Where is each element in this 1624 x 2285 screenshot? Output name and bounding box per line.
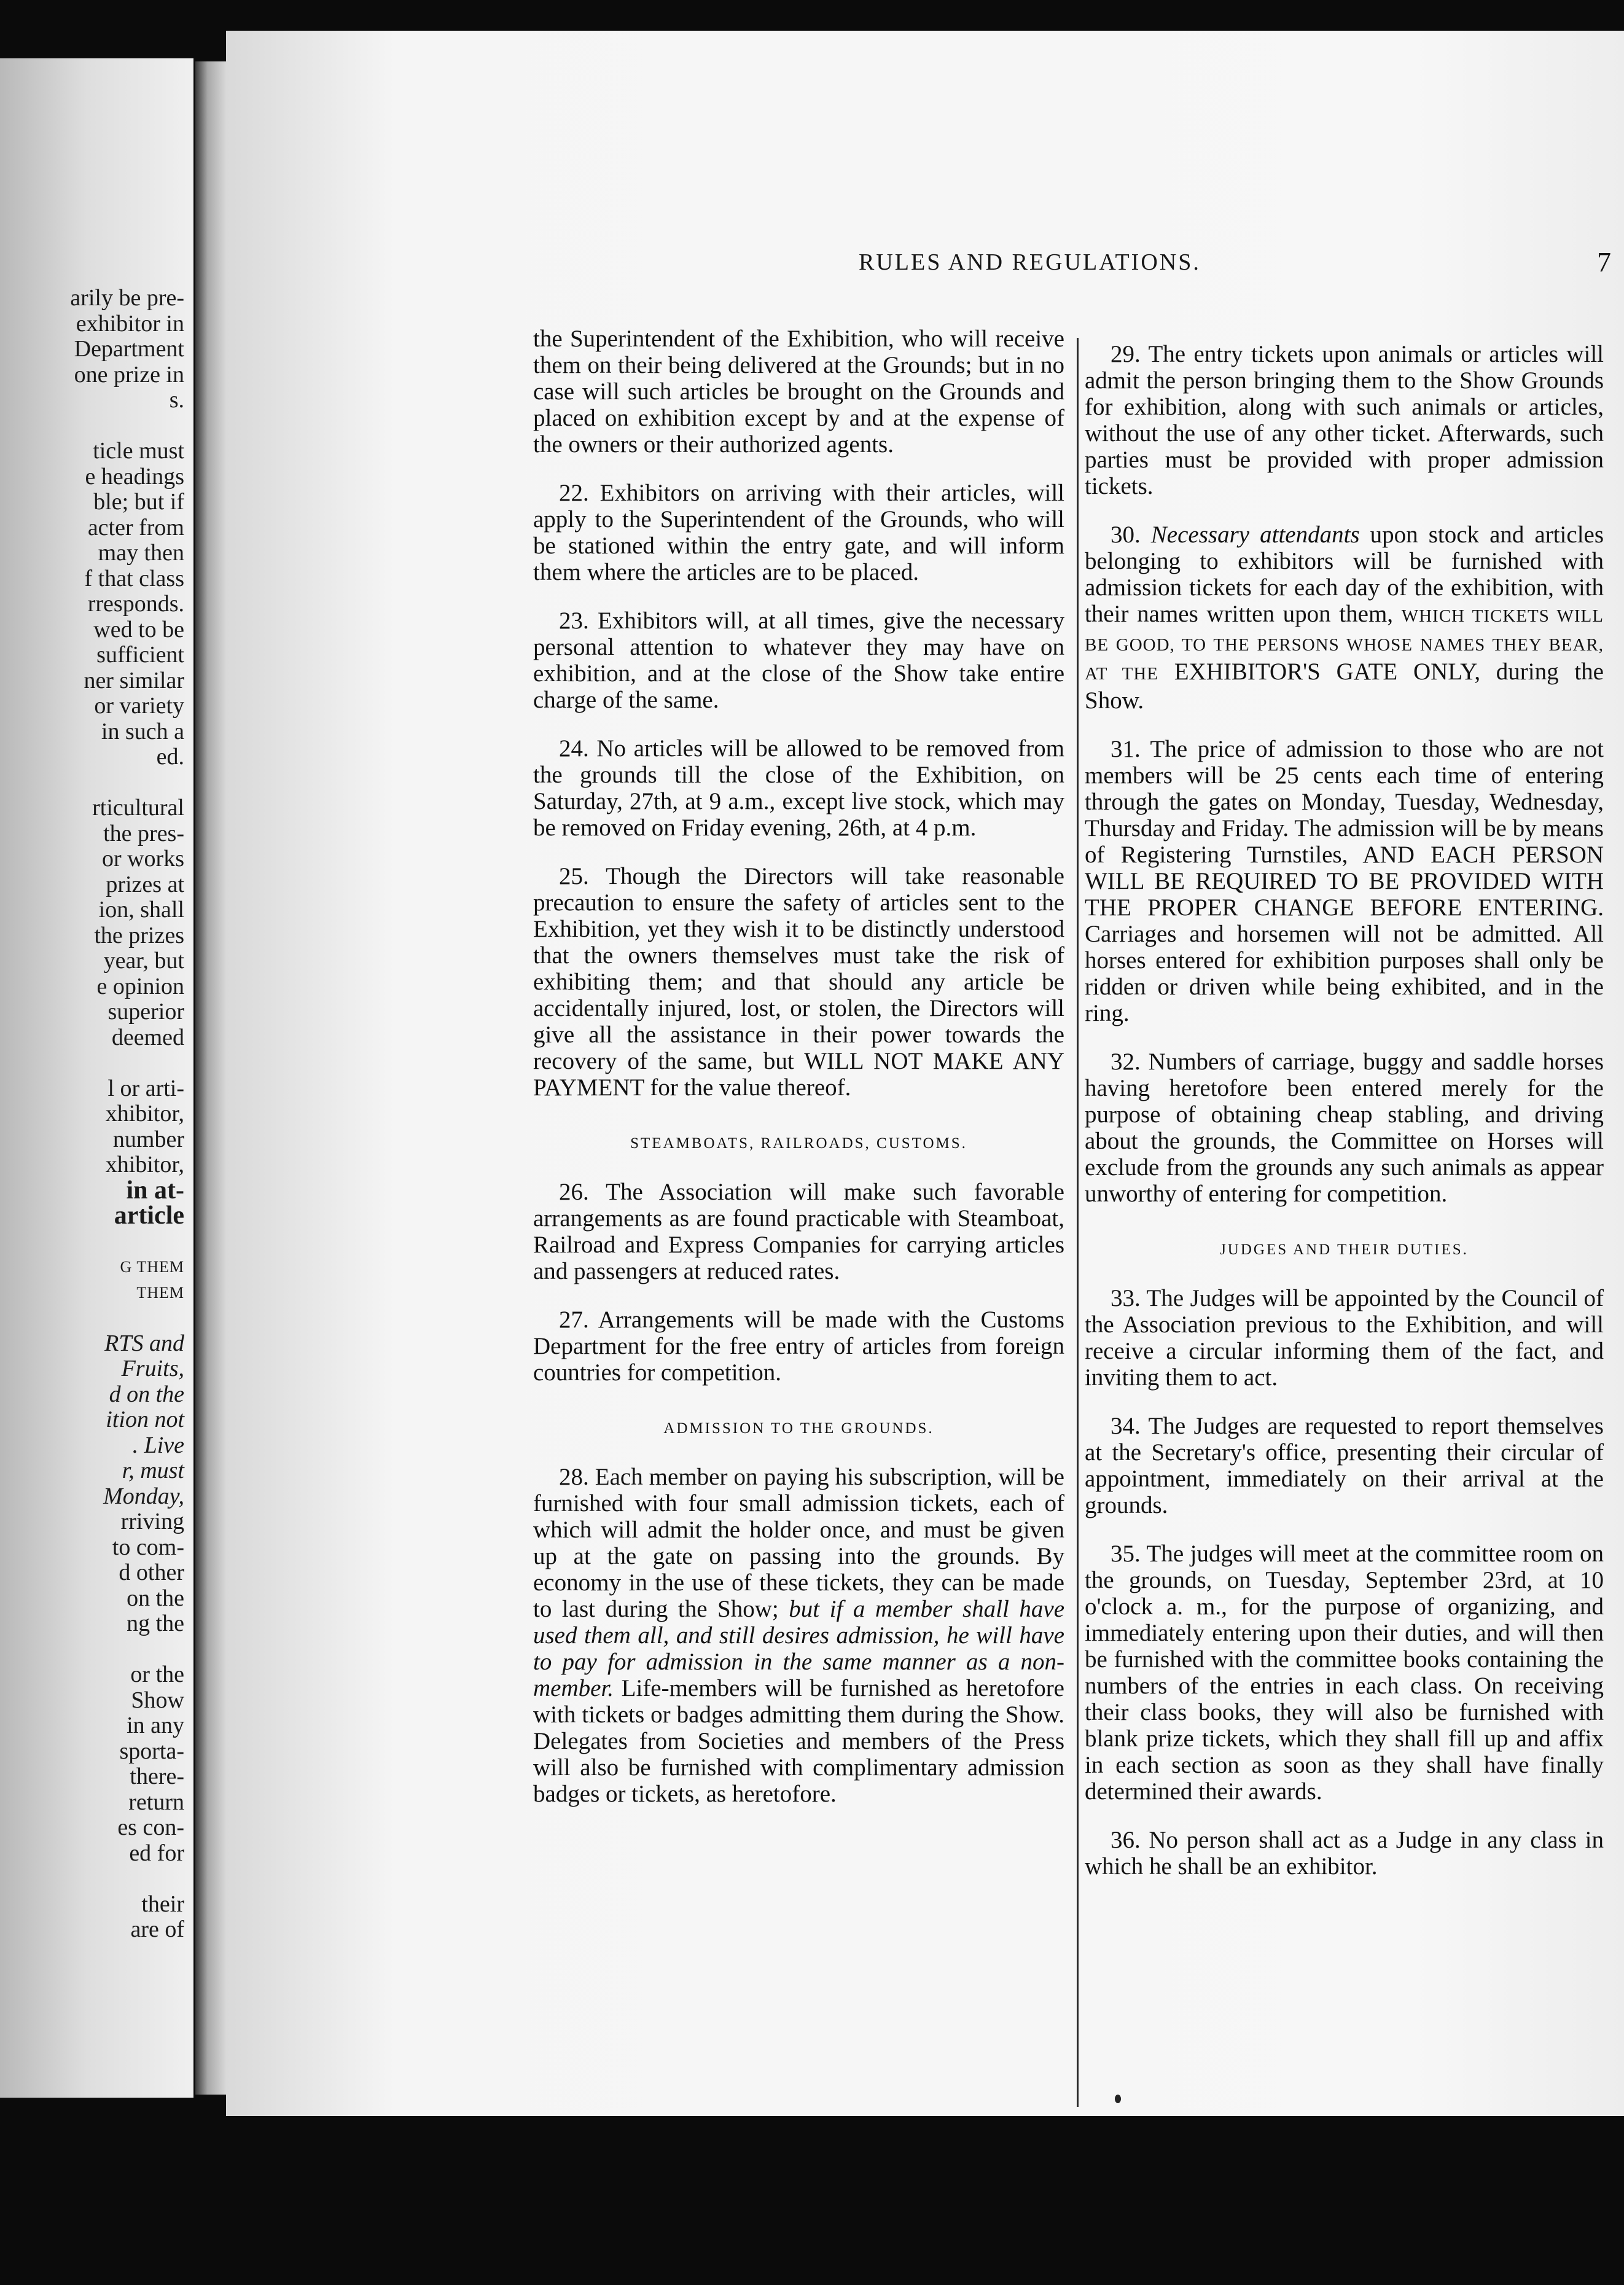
ink-speck xyxy=(1115,2095,1121,2103)
fragment-line: rresponds. xyxy=(87,591,184,617)
fragment-line: rriving xyxy=(120,1509,184,1534)
fragment-line: d other xyxy=(119,1560,184,1585)
paragraph-29: 29. The entry tickets upon animals or articles will admit the person bringing them to the Show Grounds for exhibition, along with such animals or articles, without the use of any other ticket. Afterwards, such parties must be provided with proper admission tickets. xyxy=(1085,341,1604,499)
fragment-line: ed for xyxy=(129,1840,184,1866)
fragment-line: to com- xyxy=(112,1534,184,1560)
fragment-line: Monday, xyxy=(103,1483,184,1509)
paragraph-28-part-c: Life-members will be furnished as heretofore with tickets or badges admitting them during the Show. Delegates from Societies and members of the Press will also be furnished with complimentary admission badges or tickets, as heretofore. xyxy=(533,1675,1064,1807)
paragraph-30-number: 30. xyxy=(1111,521,1141,548)
paragraph-35: 35. The judges will meet at the committee room on the grounds, on Tuesday, September 23rd, at 10 o'clock a. m., for the purpose of organizing, and immediately entering upon their duties, and will then be furnished with the committee books containing the numbers of the entries in each class. On receiving their class books, they will also be furnished with blank prize tickets, which they shall fill up and affix in each section as soon as they shall have finally determined their awards. xyxy=(1085,1541,1604,1805)
fragment-line: f that class xyxy=(84,565,184,592)
fragment-line: in any xyxy=(127,1713,184,1738)
fragment-line: ner similar xyxy=(84,667,184,693)
page-number: 7 xyxy=(1597,246,1611,278)
fragment-line: G THEM xyxy=(120,1258,184,1276)
paragraph-23: 23. Exhibitors will, at all times, give the necessary personal attention to whatever they may have on exhibition, and at the close of the Show take entire charge of the same. xyxy=(533,607,1064,713)
left-column xyxy=(533,326,1064,1829)
fragment-line: rticultural xyxy=(92,795,184,821)
column-rule xyxy=(1077,338,1079,2107)
paragraph-28-italic: but if a member shall have used them all, and still desires admission, he will have to pay for admission in the same manner as a non-member. xyxy=(533,1596,1064,1701)
fragment-line: xhibitor, xyxy=(105,1152,184,1178)
fragment-line: ticle must xyxy=(93,438,184,464)
book-gutter xyxy=(195,61,226,2095)
fragment-line: xhibitor, xyxy=(105,1101,184,1127)
fragment-line: ed. xyxy=(156,744,184,770)
paragraph-34: 34. The Judges are requested to report themselves at the Secretary's office, presenting their circular of appointment, immediately on their arrival at the grounds. xyxy=(1085,1413,1604,1518)
fragment-line: ition not xyxy=(106,1407,184,1432)
fragment-line: there- xyxy=(130,1764,184,1789)
fragment-line: ng the xyxy=(127,1611,184,1636)
fragment-line: in such a xyxy=(101,718,184,744)
paragraph-27: 27. Arrangements will be made with the Customs Department for the free entry of articles from foreign countries for competition. xyxy=(533,1307,1064,1386)
fragment-line: article xyxy=(114,1201,184,1230)
fragment-line: . Live xyxy=(132,1432,184,1458)
left-page-fragment xyxy=(0,58,193,2098)
paragraph-21-continued: the Superintendent of the Exhibition, who will receive them on their being delivered at the Grounds; but in no case will such articles be brought on the Grounds and placed on exhibition except by and at the expense of the owners or their authorized agents. xyxy=(533,326,1064,458)
fragment-line: Show xyxy=(131,1687,184,1713)
paragraph-31: 31. The price of admission to those who are not members will be 25 cents each time of entering through the gates on Monday, Tuesday, Wednesday, Thursday and Friday. The admission will be by means of Registering Turnstiles, AND EACH PERSON WILL BE REQUIRED TO BE PROVIDED WITH THE PROPER CHANGE BEFORE ENTERING. Carriages and horsemen will not be admitted. All horses entered for exhibition purposes shall only be ridden or driven while being exhibited, and in the ring. xyxy=(1085,736,1604,1026)
fragment-line: the prizes xyxy=(94,922,184,948)
fragment-line: sporta- xyxy=(119,1738,184,1764)
paragraph-30-italic: Necessary attendants xyxy=(1150,521,1360,548)
fragment-line: exhibitor in xyxy=(76,310,184,337)
fragment-line: es con- xyxy=(117,1814,184,1840)
fragment-line: prizes at xyxy=(106,871,184,897)
left-page-text-fragments xyxy=(0,286,184,1943)
fragment-line: the pres- xyxy=(103,820,184,846)
fragment-line: or the xyxy=(130,1662,184,1687)
fragment-line: THEM xyxy=(136,1283,184,1302)
fragment-line: wed to be xyxy=(93,616,184,643)
fragment-line: l or arti- xyxy=(107,1075,184,1101)
fragment-line: r, must xyxy=(122,1458,184,1483)
paragraph-30-end: EXHIBITOR'S GATE ONLY, during the Show. xyxy=(1085,658,1604,714)
fragment-line: ion, shall xyxy=(98,897,184,923)
fragment-line: superior xyxy=(107,999,184,1025)
paragraph-32: 32. Numbers of carriage, buggy and saddle horses having heretofore been entered merely for the purpose of obtaining cheap stabling, and driving about the grounds, the Committee on Horses will exclude from the grounds any such animals as appear unworthy of entering for competition. xyxy=(1085,1049,1604,1207)
paragraph-22: 22. Exhibitors on arriving with their articles, will apply to the Superintendent of the Grounds, who will be stationed within the entry gate, and will inform them where the articles are to be placed. xyxy=(533,480,1064,585)
fragment-gap xyxy=(0,770,184,796)
fragment-gap xyxy=(0,1637,184,1663)
fragment-line: s. xyxy=(169,387,184,413)
fragment-line: sufficient xyxy=(96,642,184,668)
paragraph-33: 33. The Judges will be appointed by the Council of the Association previous to the Exhibition, and will receive a circular informing them of the fact, and inviting them to act. xyxy=(1085,1285,1604,1391)
fragment-line: their xyxy=(141,1891,184,1917)
fragment-gap xyxy=(0,1866,184,1892)
fragment-line: RTS and xyxy=(104,1330,184,1356)
paragraph-25: 25. Though the Directors will take reasonable precaution to ensure the safety of articles sent to the Exhibition, yet they wish it to be distinctly understood that the owners themselves must take the risk of exhibiting them; and that should any article be accidentally injured, lost, or stolen, the Directors will give all the assistance in their power towards the recovery of the same, but WILL NOT MAKE ANY PAYMENT for the value thereof. xyxy=(533,863,1064,1101)
paragraph-28 xyxy=(533,1464,1064,1807)
paragraph-30-text: upon stock and articles belonging to exhibitors will be furnished with admission tickets for each day of the exhibition, with their names written upon them, xyxy=(1085,521,1604,627)
paragraph-30 xyxy=(1085,521,1604,714)
fragment-line: e headings xyxy=(85,463,184,490)
right-page xyxy=(226,31,1624,2116)
fragment-line: one prize in xyxy=(74,361,184,388)
right-column xyxy=(1085,341,1604,1902)
fragment-line: year, but xyxy=(103,948,184,974)
fragment-line: deemed xyxy=(111,1024,184,1050)
fragment-line: acter from xyxy=(87,514,184,541)
fragment-line: are of xyxy=(130,1916,184,1942)
fragment-gap xyxy=(0,413,184,439)
fragment-gap xyxy=(0,1305,184,1331)
fragment-line: number xyxy=(112,1126,184,1152)
section-heading-judges: JUDGES AND THEIR DUTIES. xyxy=(1220,1241,1469,1258)
fragment-line: or variety xyxy=(94,693,184,719)
section-heading-admission: ADMISSION TO THE GROUNDS. xyxy=(663,1420,934,1437)
fragment-line: or works xyxy=(101,846,184,872)
fragment-line: ble; but if xyxy=(93,489,184,515)
paragraph-28-part-a: 28. Each member on paying his subscription, will be furnished with four small admission tickets, each of which will admit the holder once, and must be given up at the gate on passing into the grounds. By economy in the use of these tickets, they can be made to last during the Show; xyxy=(533,1464,1064,1622)
fragment-line: may then xyxy=(98,540,184,566)
running-head: RULES AND REGULATIONS. xyxy=(859,249,1201,275)
paragraph-30-small-caps: WHICH TICKETS WILL BE GOOD, TO THE PERSONS WHOSE NAMES THEY BEAR, AT THE xyxy=(1085,606,1604,684)
fragment-line: d on the xyxy=(109,1381,184,1407)
fragment-line: return xyxy=(128,1789,184,1815)
fragment-line: Fruits, xyxy=(121,1356,184,1381)
fragment-line: on the xyxy=(127,1585,184,1611)
fragment-line: arily be pre- xyxy=(70,285,184,311)
fragment-line: Department xyxy=(74,336,184,362)
fragment-line: e opinion xyxy=(96,973,184,999)
paragraph-24: 24. No articles will be allowed to be removed from the grounds till the close of the Exhibition, on Saturday, 27th, at 9 a.m., except live stock, which may be removed on Friday evening, 26th, at 4 p.m. xyxy=(533,735,1064,841)
fragment-gap xyxy=(0,1229,184,1255)
fragment-gap xyxy=(0,1050,184,1076)
paragraph-36: 36. No person shall act as a Judge in any class in which he shall be an exhibitor. xyxy=(1085,1827,1604,1880)
paragraph-26: 26. The Association will make such favorable arrangements as are found practicable with Steamboat, Railroad and Express Companies for carrying articles and passengers at reduced rates. xyxy=(533,1179,1064,1284)
section-heading-steamboats: STEAMBOATS, RAILROADS, CUSTOMS. xyxy=(630,1135,967,1152)
fragment-line: in at- xyxy=(126,1176,184,1205)
